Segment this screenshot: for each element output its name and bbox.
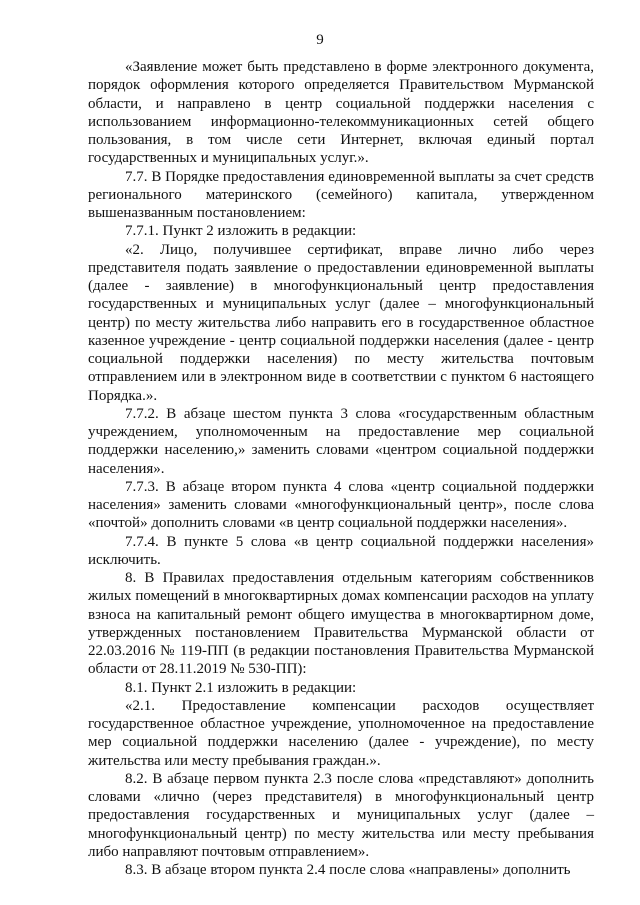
paragraph-8-3: 8.3. В абзаце втором пункта 2.4 после слова «направлены» дополнить [125, 862, 571, 878]
paragraph-8: 8. В Правилах предоставления отдельным категориям собственников жилых помещений в многоквартирных домах компенсации расходов на уплату взноса на капитальный ремонт общего имущества в многоквартирном доме, утвержденных постановлением Правительства Мурманской области от 22.03.2016 № 119-ПП (в редакции постановления Правительства Мурманской области от 28.11.2019 № 530-ПП): [88, 570, 594, 678]
paragraph-7-7-2: 7.7.2. В абзаце шестом пункта 3 слова «государственным областным учреждением, уполномоченным на предоставление мер социальной поддержки населению,» заменить словами «центром социальной поддержки населения». [88, 405, 594, 477]
paragraph-7-7-3: 7.7.3. В абзаце втором пункта 4 слова «центр социальной поддержки населения» заменить словами «многофункциональный центр», после слова «почтой» дополнить словами «в центр социальной поддержки населения». [88, 478, 594, 532]
paragraph-8-2: 8.2. В абзаце первом пункта 2.3 после слова «представляют» дополнить словами «лично (через представителя) в многофункциональный центр предоставления государственных и муниципальных услуг (далее – многофункциональный центр) по месту жительства или месту пребывания либо направляют почтовым отправлением». [88, 770, 594, 860]
paragraph-7-7: 7.7. В Порядке предоставления единовременной выплаты за счет средств регионального материнского (семейного) капитала, утвержденном вышеназванным постановлением: [88, 168, 594, 221]
paragraph-quote-point-2: «2. Лицо, получившее сертификат, вправе лично либо через представителя подать заявление о предоставлении единовременной выплаты (далее - заявление) в многофункциональный центр предоставления государственных и муниципальных услуг (далее – многофункциональный центр) по месту жительства либо направить его в государственное областное казенное учреждение - центр социальной поддержки населения (далее - центр социальной поддержки населения) по месту жительства почтовым отправлением или в электронном виде в соответствии с пунктом 6 настоящего Порядка.». [88, 241, 594, 404]
page-number: 9 [316, 32, 324, 48]
document-body [88, 58, 594, 879]
paragraph-7-7-4: 7.7.4. В пункте 5 слова «в центр социальной поддержки населения» исключить. [88, 533, 594, 568]
paragraph-8-1: 8.1. Пункт 2.1 изложить в редакции: [125, 679, 357, 696]
paragraph-7-7-1: 7.7.1. Пункт 2 изложить в редакции: [125, 223, 357, 240]
paragraph-quote-application: «Заявление может быть представлено в форме электронного документа, порядок оформления которого определяется Правительством Мурманской области, и направлено в центр социальной поддержки населения с использованием информационно-телекоммуникационных сетей общего пользования, в том числе сети Интернет, включая единый портал государственных и муниципальных услуг.». [88, 59, 594, 167]
paragraph-quote-point-2-1: «2.1. Предоставление компенсации расходов осуществляет государственное областное учреждение, уполномоченное на предоставление мер социальной поддержки населению (далее - учреждение), по месту жительства или месту пребывания граждан.». [88, 697, 594, 769]
